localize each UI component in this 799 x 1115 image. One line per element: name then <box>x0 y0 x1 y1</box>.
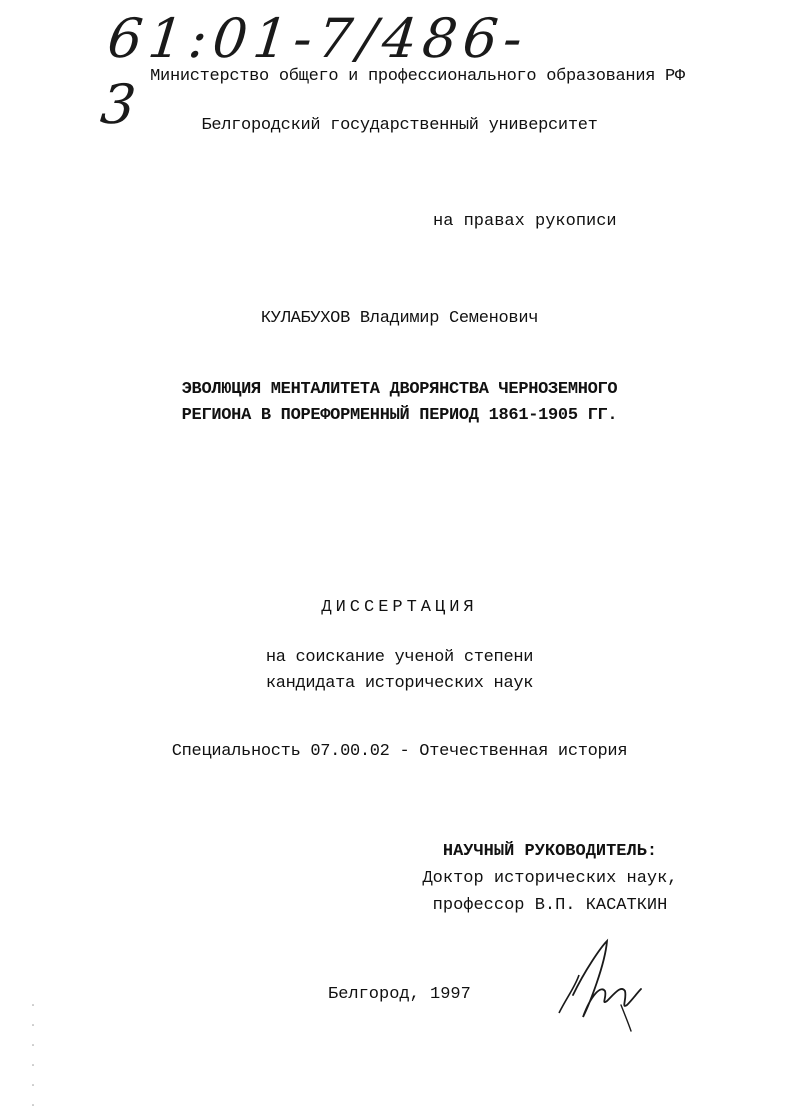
ministry-name: Министерство общего и профессионального образования РФ <box>150 67 685 86</box>
work-type-heading: ДИССЕРТАЦИЯ <box>321 598 478 617</box>
scan-dot-marks <box>30 1000 36 1110</box>
degree-line-2: кандидата исторических наук <box>265 674 534 693</box>
signature-icon <box>545 935 655 1035</box>
manuscript-rights-note: на правах рукописи <box>433 212 617 231</box>
university-name: Белгородский государственный университет <box>201 116 598 135</box>
advisor-block <box>420 838 680 919</box>
author-name: КУЛАБУХОВ Владимир Семенович <box>260 309 539 328</box>
city-year: Белгород, 1997 <box>328 985 471 1004</box>
archive-code-handwritten: 61:01-7/486-3 <box>97 7 532 136</box>
degree-line-1: на соискание ученой степени <box>265 648 534 667</box>
advisor-degree: Доктор исторических наук, <box>422 869 678 888</box>
advisor-heading: НАУЧНЫЙ РУКОВОДИТЕЛЬ: <box>442 842 658 861</box>
advisor-name: профессор В.П. КАСАТКИН <box>432 896 668 915</box>
dissertation-title-line-1: ЭВОЛЮЦИЯ МЕНТАЛИТЕТА ДВОРЯНСТВА ЧЕРНОЗЕМНОГО <box>181 380 618 399</box>
dissertation-title-line-2: РЕГИОНА В ПОРЕФОРМЕННЫЙ ПЕРИОД 1861-1905 ГГ. <box>181 406 618 425</box>
specialty-line: Специальность 07.00.02 - Отечественная история <box>171 742 628 761</box>
